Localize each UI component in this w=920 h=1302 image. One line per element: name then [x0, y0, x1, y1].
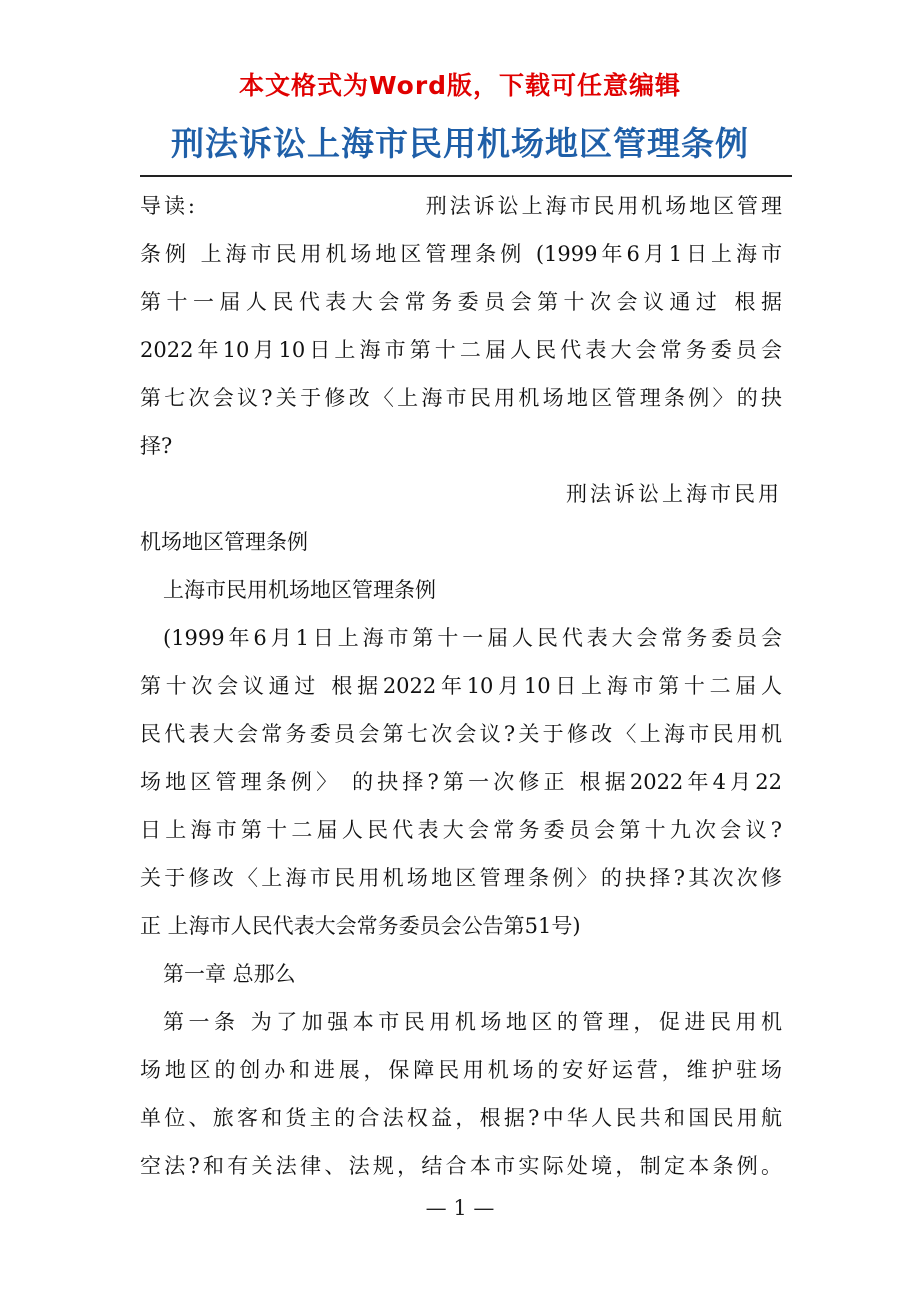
body-line: 第十次会议通过 根据2022年10月10日上海市第十二届人: [140, 674, 782, 698]
body-line: 机场地区管理条例: [140, 530, 308, 554]
body-line: 条例 上海市民用机场地区管理条例 (1999年6月1日上海市: [140, 242, 782, 266]
body-line: 日上海市第十二届人民代表大会常务委员会第十九次会议?: [140, 818, 782, 842]
body-line: 导读: 刑法诉讼上海市民用机场地区管理: [140, 194, 782, 218]
body-line: 民代表大会常务委员会第七次会议?关于修改〈上海市民用机: [140, 722, 782, 746]
body-line: 第十一届人民代表大会常务委员会第十次会议通过 根据: [140, 290, 782, 314]
article-line: 空法?和有关法律、法规，结合本市实际处境，制定本条例。: [140, 1154, 782, 1178]
body-line: 2022年10月10日上海市第十二届人民代表大会常务委员会: [140, 338, 782, 362]
body-line: 刑法诉讼上海市民用: [566, 482, 782, 506]
body-line: 场地区管理条例〉 的抉择?第一次修正 根据2022年4月22: [140, 770, 782, 794]
article-line: 第一条 为了加强本市民用机场地区的管理，促进民用机: [163, 1010, 782, 1034]
document-title: 刑法诉讼上海市民用机场地区管理条例: [171, 124, 749, 163]
article-line: 场地区的创办和进展，保障民用机场的安好运营，维护驻场: [140, 1058, 782, 1082]
body-line: 择?: [140, 434, 173, 458]
chapter-heading: 第一章 总那么: [163, 962, 296, 986]
article-line: 单位、旅客和货主的合法权益，根据?中华人民共和国民用航: [140, 1106, 782, 1130]
section-heading: 上海市民用机场地区管理条例: [163, 578, 436, 602]
document-body: [140, 182, 782, 1190]
body-line: 正 上海市人民代表大会常务委员会公告第51号): [140, 914, 581, 938]
page-number: — 1 —: [425, 1196, 495, 1220]
format-notice-banner: 本文格式为Word版，下载可任意编辑: [238, 71, 682, 100]
title-divider: [140, 175, 792, 177]
body-line: 关于修改〈上海市民用机场地区管理条例〉的抉择?其次次修: [140, 866, 782, 890]
body-line: (1999年6月1日上海市第十一届人民代表大会常务委员会: [163, 626, 782, 650]
body-line: 第七次会议?关于修改〈上海市民用机场地区管理条例〉的抉: [140, 386, 782, 410]
